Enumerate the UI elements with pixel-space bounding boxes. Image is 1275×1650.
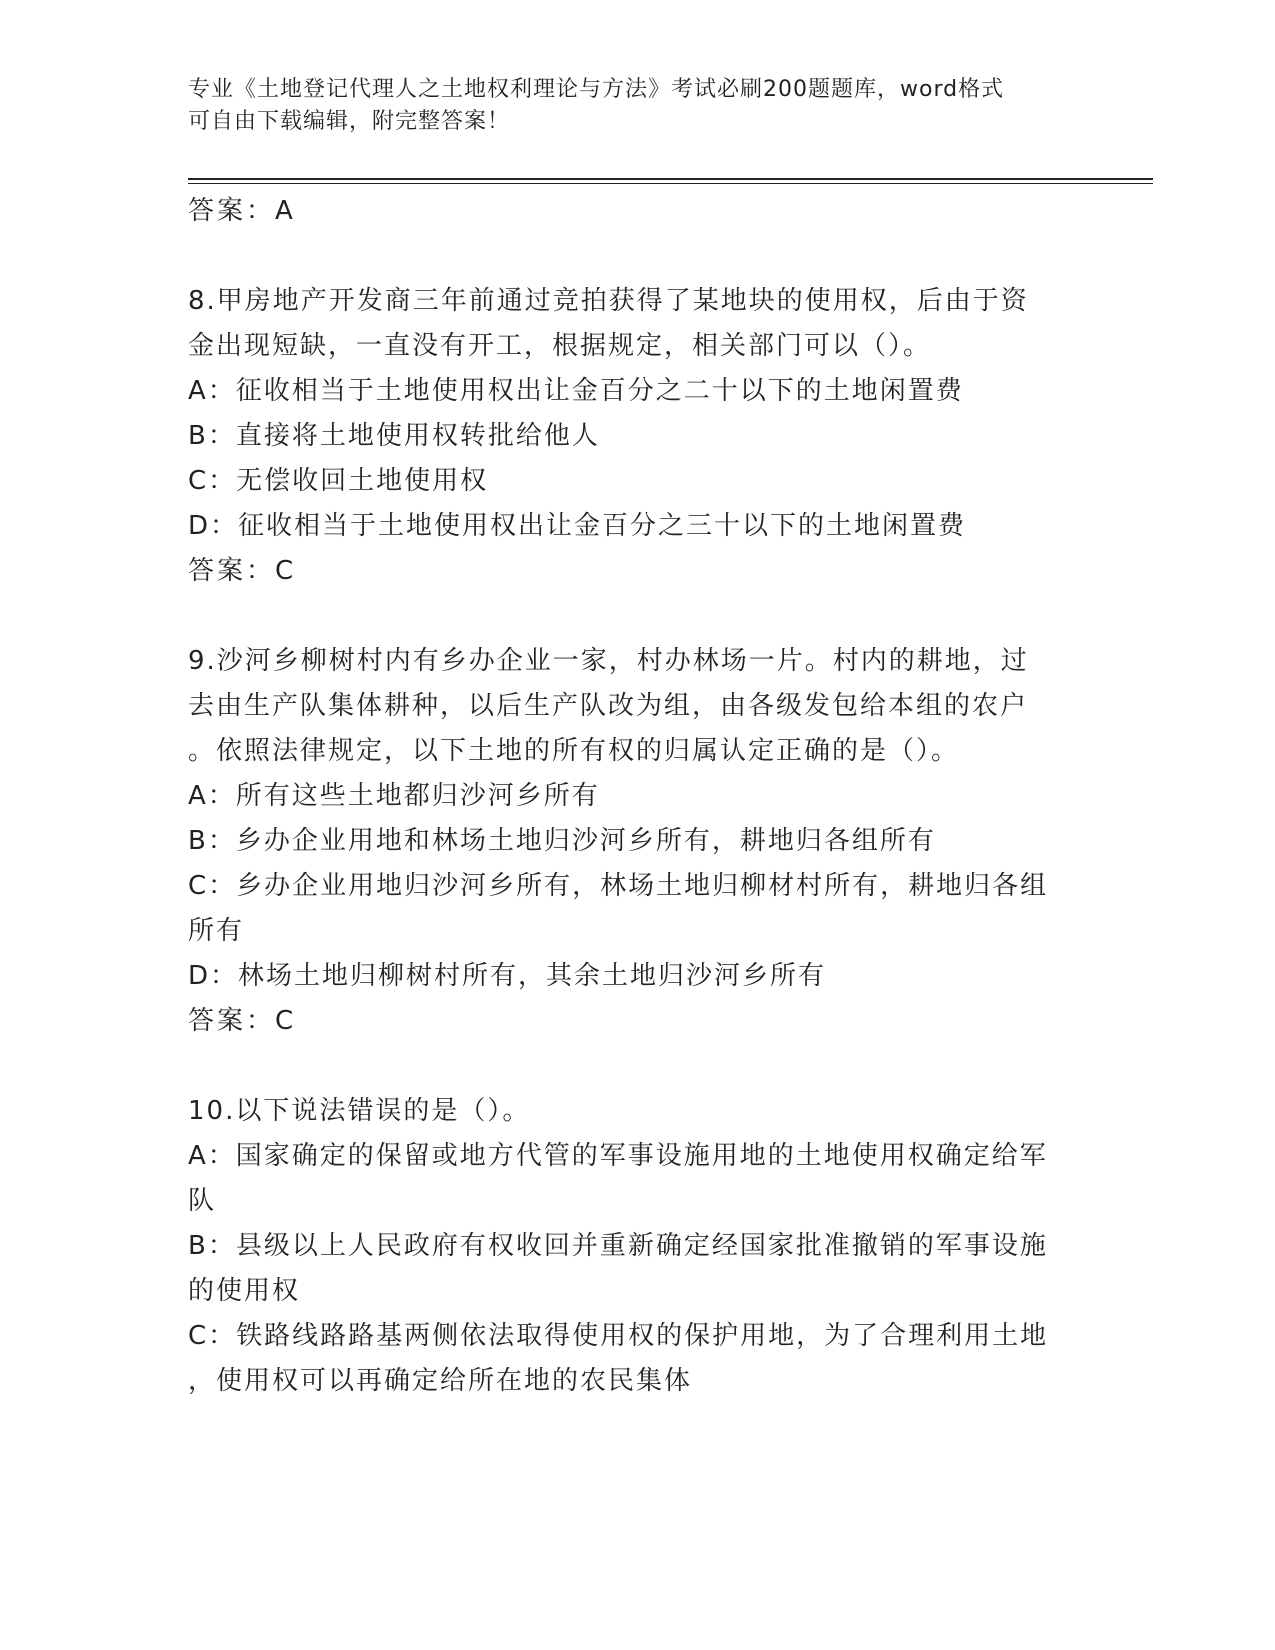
spacer — [188, 234, 1088, 279]
option-line: A：所有这些土地都归沙河乡所有 — [188, 781, 600, 811]
question-content — [188, 189, 1088, 1404]
question-block — [188, 1089, 1088, 1404]
option-line-continued: 队 — [188, 1186, 217, 1216]
question-block — [188, 639, 1088, 1044]
header-rule-thick — [188, 178, 1153, 180]
option-line-continued: 的使用权 — [188, 1276, 301, 1306]
answer-line: 答案：C — [188, 556, 297, 586]
option-line: A：征收相当于土地使用权出让金百分之二十以下的土地闲置费 — [188, 376, 964, 406]
option-line-continued: 所有 — [188, 916, 245, 946]
header-rule-thin — [188, 183, 1153, 184]
header-line-1: 专业《土地登记代理人之土地权利理论与方法》考试必刷200题题库，word格式 — [188, 77, 1005, 102]
question-stem-line: 。依照法律规定，以下土地的所有权的归属认定正确的是（）。 — [188, 736, 960, 766]
option-line: D：林场土地归柳树村所有，其余土地归沙河乡所有 — [188, 961, 827, 991]
question-stem-line: 去由生产队集体耕种，以后生产队改为组，由各级发包给本组的农户 — [188, 691, 1029, 721]
header-line-2: 可自由下载编辑，附完整答案！ — [188, 109, 511, 134]
question-block — [188, 279, 1088, 594]
answer-line: 答案：C — [188, 1006, 297, 1036]
option-line: B：县级以上人民政府有权收回并重新确定经国家批准撤销的军事设施 — [188, 1231, 1048, 1261]
document-header — [188, 74, 1068, 138]
option-line: C：铁路线路路基两侧依法取得使用权的保护用地，为了合理利用土地 — [188, 1321, 1049, 1351]
question-stem-line: 10.以下说法错误的是（）。 — [188, 1096, 531, 1126]
question-stem-line: 金出现短缺，一直没有开工，根据规定，相关部门可以（）。 — [188, 331, 932, 361]
option-line: C：无偿收回土地使用权 — [188, 466, 489, 496]
option-line: D：征收相当于土地使用权出让金百分之三十以下的土地闲置费 — [188, 511, 967, 541]
question-stem-line: 9.沙河乡柳树村内有乡办企业一家，村办林场一片。村内的耕地，过 — [188, 646, 1029, 676]
option-line: B：乡办企业用地和林场土地归沙河乡所有，耕地归各组所有 — [188, 826, 936, 856]
option-line: B：直接将土地使用权转批给他人 — [188, 421, 600, 451]
spacer — [188, 1044, 1088, 1089]
option-line: C：乡办企业用地归沙河乡所有，林场土地归柳材村所有，耕地归各组 — [188, 871, 1049, 901]
question-stem-line: 8.甲房地产开发商三年前通过竞拍获得了某地块的使用权，后由于资 — [188, 286, 1029, 316]
previous-answer: 答案：A — [188, 196, 296, 226]
option-line-continued: ，使用权可以再确定给所在地的农民集体 — [188, 1366, 693, 1396]
spacer — [188, 594, 1088, 639]
option-line: A：国家确定的保留或地方代管的军事设施用地的土地使用权确定给军 — [188, 1141, 1048, 1171]
